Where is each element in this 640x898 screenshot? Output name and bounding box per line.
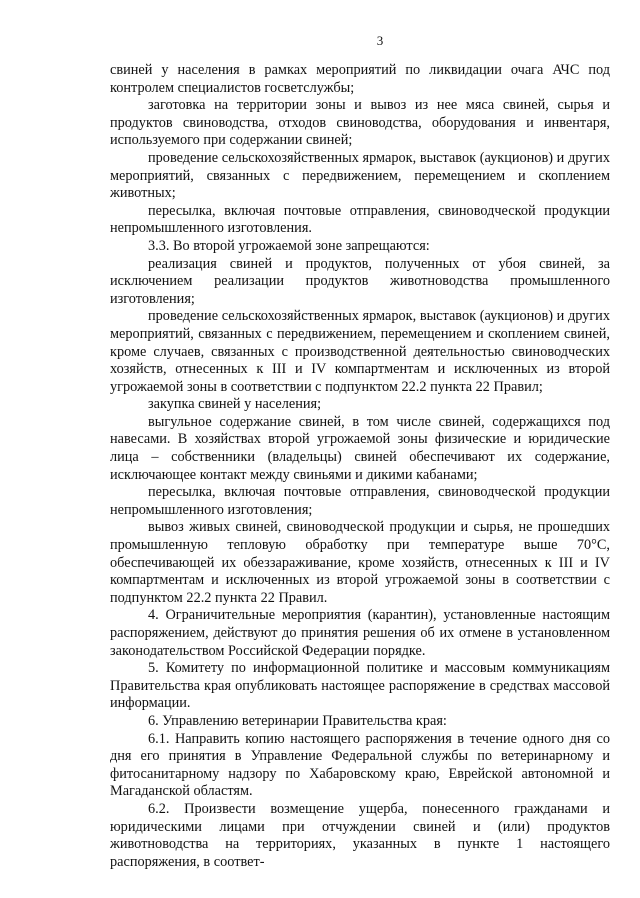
paragraph: выгульное содержание свиней, в том числе свиней, содержащихся под навесами. В хозяйствах второй угрожаемой зоны физические и юридические лица – собственники (владельцы) свиней обеспечивают их содержание, исключающее контакт между свиньями и дикими кабанами;	[110, 413, 610, 483]
section-heading: 3.3. Во второй угрожаемой зоне запрещаются:	[148, 237, 430, 254]
paragraph: вывоз живых свиней, свиноводческой продукции и сырья, не прошедших промышленную тепловую обработку при температуре выше 70°С, обеспечивающей их обеззараживание, кроме хозяйств, отнесенных к III и IV компартментам и исключенных из второй угрожаемой зоны в соответствии с подпунктом 22.2 пункта 22 Правил.	[110, 519, 610, 606]
paragraph: 4. Ограничительные мероприятия (карантин), установленные настоящим распоряжением, действуют до принятия решения об их отмене в установленном законодательством Российской Федерации порядке.	[110, 607, 610, 659]
paragraph: 6. Управлению ветеринарии Правительства края:	[148, 712, 447, 729]
paragraph: пересылка, включая почтовые отправления, свиноводческой продукции непромышленного изготовления.	[110, 202, 610, 237]
paragraph: 6.2. Произвести возмещение ущерба, понесенного гражданами и юридическими лицами при отчуждении свиней и (или) продуктов животноводства на территориях, указанных в пункте 1 настоящего распоряжения, в соответ-	[110, 800, 610, 870]
paragraph: пересылка, включая почтовые отправления, свиноводческой продукции непромышленного изготовления;	[110, 484, 610, 518]
page-number: 3	[376, 33, 384, 48]
paragraph: свиней у населения в рамках мероприятий по ликвидации очага АЧС под контролем специалистов госветслужбы;	[110, 62, 610, 96]
document-body	[110, 62, 610, 871]
paragraph: проведение сельскохозяйственных ярмарок, выставок (аукционов) и других мероприятий, связанных с передвижением, перемещением и скоплением животных;	[110, 149, 610, 202]
paragraph: 6.1. Направить копию настоящего распоряжения в течение одного дня со дня его принятия в Управление Федеральной службы по ветеринарному и фитосанитарному надзору по Хабаровскому краю, Еврейской автономной и Магаданской областям.	[110, 730, 610, 800]
paragraph: реализация свиней и продуктов, полученных от убоя свиней, за исключением реализации продуктов животноводства промышленного изготовления;	[110, 255, 610, 307]
paragraph: закупка свиней у населения;	[148, 396, 322, 413]
paragraph: заготовка на территории зоны и вывоз из нее мяса свиней, сырья и продуктов свиноводства, отходов свиноводства, оборудования и инвентаря, используемого при содержании свиней;	[110, 97, 610, 149]
paragraph: 5. Комитету по информационной политике и массовым коммуникациям Правительства края опубликовать настоящее распоряжение в средствах массовой информации.	[110, 660, 610, 712]
paragraph: проведение сельскохозяйственных ярмарок, выставок (аукционов) и других мероприятий, связанных с передвижением, перемещением и скоплением свиней, кроме случаев, связанных с производственной деятельностью свиноводческих хозяйств, отнесенных к III и IV компартментам и исключенных из второй угрожаемой зоны в соответствии с подпунктом 22.2 пункта 22 Правил;	[110, 308, 610, 395]
